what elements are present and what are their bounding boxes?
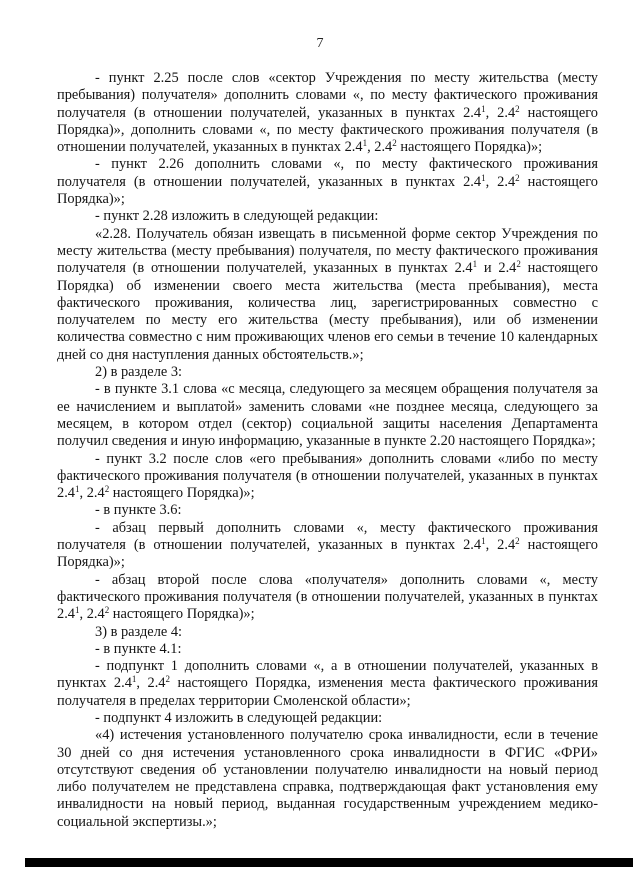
paragraph-item-3-6-first: - абзац первый дополнить словами «, месту фактического проживания получателя (в отношении получателей, указанных в пунктах $2.4^1$, $2.4^2$ настоящего Порядка)»; xyxy=(57,519,599,571)
paragraph-item-2-28-intro: - пункт 2.28 изложить в следующей редакции: xyxy=(95,208,379,225)
paragraph-subitem-1: - подпункт 1 дополнить словами «, а в отношении получателей, указанных в пунктах $2.4^1$, $2.4^2$ настоящего Порядка, изменения места фактического проживания получателя в пределах территории Смоленской области»; xyxy=(57,658,598,709)
paragraph-subitem-4-intro: - подпункт 4 изложить в следующей редакции: xyxy=(95,709,383,726)
paragraph-item-2-26: - пункт 2.26 дополнить словами «, по месту фактического проживания получателя (в отношении получателей, указанных в пунктах $2.4^1$, $2.4^2$ настоящего Порядка)»; xyxy=(57,156,599,208)
paragraph-item-2-28-text: «2.28. Получатель обязан извещать в письменной форме сектор Учреждения по месту жительства (месту пребывания) получателя, по месту фактического проживания получателя (в отношении получателей, указанных в пунктах $2.4^1$ и $2.4^2$ настоящего Порядка) об изменении своего места жительства (места пребывания), места фактического проживания, количества лиц, зарегистрированных совместно с получателем по месту его жительства (месту пребывания), или об изменении количества совместно с ним проживающих членов его семьи в течение 10 календарных дней со дня наступления данных обстоятельств.»; xyxy=(57,225,598,363)
page-number: 7 xyxy=(316,36,324,51)
paragraph-item-3-2: - пункт 3.2 после слов «его пребывания» дополнить словами «либо по месту фактического проживания получателя (в отношении получателей, указанных в пунктах $2.4^1$, $2.4^2$ настоящего Порядка)»; xyxy=(57,450,598,502)
paragraph-item-2-25: - пункт 2.25 после слов «сектор Учреждения по месту жительства (месту пребывания) получателя» дополнить словами «, по месту фактического проживания получателя (в отношении получателей, указанных в пунктах $2.4^1$, $2.4^2$ настоящего Порядка)», дополнить словами «, по месту фактического проживания получателя (в отношении получателей, указанных в пунктах $2.4^1$, $2.4^2$ настоящего Порядка)»; xyxy=(57,70,599,156)
paragraph-item-3-1: - в пункте 3.1 слова «с месяца, следующего за месяцем обращения получателя за ее начислением и выплатой» заменить словами «не позднее месяца, следующего за месяцем, в котором отдел (сектор) социальной защиты населения Департамента получил сведения и иную информацию, указанные в пункте 2.20 настоящего Порядка»; xyxy=(57,381,598,450)
bottom-scan-bar xyxy=(25,858,633,867)
paragraph-section-4: 3) в разделе 4: xyxy=(95,623,183,640)
paragraph-section-3: 2) в разделе 3: xyxy=(95,364,183,381)
paragraph-item-3-6-second: - абзац второй после слова «получателя» дополнить словами «, месту фактического проживания получателя (в отношении получателей, указанных в пунктах $2.4^1$, $2.4^2$ настоящего Порядка)»; xyxy=(57,571,598,623)
paragraph-item-4-1: - в пункте 4.1: xyxy=(95,640,182,657)
paragraph-item-3-6: - в пункте 3.6: xyxy=(95,502,182,519)
paragraph-subitem-4-text: «4) истечения установленного получателю срока инвалидности, если в течение 30 дней со дня истечения установленного срока инвалидности в ФГИС «ФРИ» отсутствуют сведения об установлении получателю инвалидности на новый период либо получателем не представлена справка, подтверждающая факт установления ему инвалидности на новый период, выданная государственным учреждением медико-социальной экспертизы.»; xyxy=(57,727,598,830)
document-body xyxy=(57,70,598,831)
